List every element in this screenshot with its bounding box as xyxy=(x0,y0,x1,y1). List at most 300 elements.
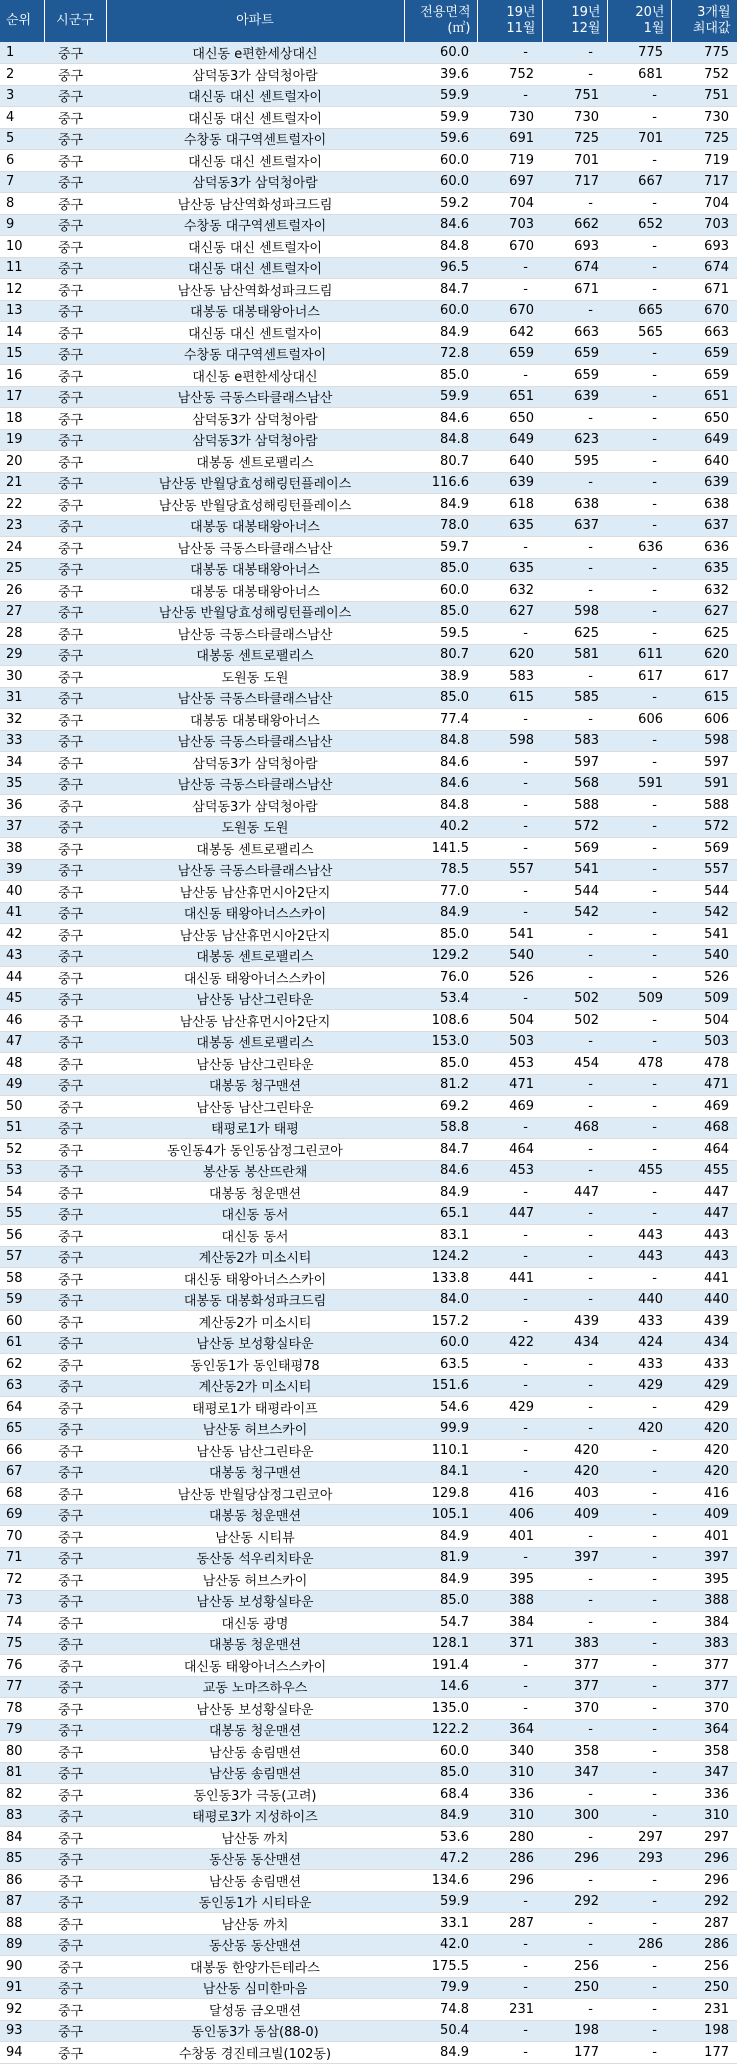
max-3month-cell: 286 xyxy=(671,1934,737,1956)
nov-2019-cell: 422 xyxy=(477,1332,542,1354)
area-cell: 78.0 xyxy=(404,515,477,537)
max-3month-cell: 468 xyxy=(671,1117,737,1139)
jan-2020-cell: - xyxy=(607,1074,671,1096)
area-cell: 78.5 xyxy=(404,859,477,881)
region-cell: 중구 xyxy=(44,1999,106,2021)
rank-cell: 63 xyxy=(0,1375,44,1397)
nov-2019-cell: 730 xyxy=(477,107,542,129)
region-cell: 중구 xyxy=(44,494,106,516)
nov-2019-cell: - xyxy=(477,1354,542,1376)
header-region xyxy=(44,0,106,42)
max-3month-cell: 730 xyxy=(671,107,737,129)
table-body xyxy=(0,42,737,2063)
apartment-cell: 대봉동 대봉화성파크드림 xyxy=(106,1289,404,1311)
apartment-cell: 남산동 극동스타클래스남산 xyxy=(106,859,404,881)
max-3month-cell: 640 xyxy=(671,451,737,473)
rank-cell: 36 xyxy=(0,795,44,817)
region-cell: 중구 xyxy=(44,1848,106,1870)
dec-2019-cell: 674 xyxy=(542,257,607,279)
dec-2019-cell: 638 xyxy=(542,494,607,516)
max-3month-cell: 526 xyxy=(671,967,737,989)
table-row xyxy=(0,1160,737,1182)
max-3month-cell: 443 xyxy=(671,1225,737,1247)
max-3month-cell: 441 xyxy=(671,1268,737,1290)
table-row xyxy=(0,644,737,666)
table-row xyxy=(0,1074,737,1096)
table-row xyxy=(0,1569,737,1591)
area-cell: 81.2 xyxy=(404,1074,477,1096)
area-cell: 84.8 xyxy=(404,795,477,817)
jan-2020-cell: - xyxy=(607,1612,671,1634)
apartment-cell: 교동 노마즈하우스 xyxy=(106,1676,404,1698)
max-3month-cell: 717 xyxy=(671,171,737,193)
apartment-cell: 남산동 송림맨션 xyxy=(106,1741,404,1763)
apartment-cell: 대신동 대신 센트럴자이 xyxy=(106,236,404,258)
apartment-cell: 달성동 금오맨션 xyxy=(106,1999,404,2021)
region-cell: 중구 xyxy=(44,1139,106,1161)
region-cell: 중구 xyxy=(44,644,106,666)
rank-cell: 41 xyxy=(0,902,44,924)
jan-2020-cell: - xyxy=(607,343,671,365)
area-cell: 50.4 xyxy=(404,2020,477,2042)
dec-2019-cell: 659 xyxy=(542,343,607,365)
nov-2019-cell: 639 xyxy=(477,472,542,494)
rank-cell: 52 xyxy=(0,1139,44,1161)
jan-2020-cell: - xyxy=(607,1762,671,1784)
jan-2020-cell: - xyxy=(607,924,671,946)
max-3month-cell: 637 xyxy=(671,515,737,537)
area-cell: 108.6 xyxy=(404,1010,477,1032)
jan-2020-cell: - xyxy=(607,451,671,473)
max-3month-cell: 659 xyxy=(671,343,737,365)
area-cell: 76.0 xyxy=(404,967,477,989)
nov-2019-cell: - xyxy=(477,1182,542,1204)
max-3month-cell: 617 xyxy=(671,666,737,688)
rank-cell: 84 xyxy=(0,1827,44,1849)
apartment-cell: 남산동 송림맨션 xyxy=(106,1762,404,1784)
max-3month-cell: 704 xyxy=(671,193,737,215)
table-row xyxy=(0,408,737,430)
max-3month-cell: 439 xyxy=(671,1311,737,1333)
region-cell: 중구 xyxy=(44,1010,106,1032)
region-cell: 중구 xyxy=(44,1891,106,1913)
rank-cell: 69 xyxy=(0,1504,44,1526)
rank-cell: 5 xyxy=(0,128,44,150)
nov-2019-cell: 659 xyxy=(477,343,542,365)
area-cell: 122.2 xyxy=(404,1719,477,1741)
dec-2019-cell: 296 xyxy=(542,1848,607,1870)
table-row xyxy=(0,429,737,451)
apartment-cell: 대신동 대신 센트럴자이 xyxy=(106,107,404,129)
apartment-cell: 태평로3가 지성하이즈 xyxy=(106,1805,404,1827)
rank-cell: 51 xyxy=(0,1117,44,1139)
apartment-cell: 남산동 극동스타클래스남산 xyxy=(106,623,404,645)
table-row xyxy=(0,171,737,193)
apartment-cell: 대신동 대신 센트럴자이 xyxy=(106,257,404,279)
region-cell: 중구 xyxy=(44,924,106,946)
table-row xyxy=(0,85,737,107)
dec-2019-cell: 625 xyxy=(542,623,607,645)
rank-cell: 40 xyxy=(0,881,44,903)
region-cell: 중구 xyxy=(44,1676,106,1698)
area-cell: 59.9 xyxy=(404,107,477,129)
apartment-cell: 남산동 보성황실타운 xyxy=(106,1332,404,1354)
jan-2020-cell: - xyxy=(607,902,671,924)
apartment-cell: 남산동 남산역화성파크드림 xyxy=(106,193,404,215)
region-cell: 중구 xyxy=(44,687,106,709)
region-cell: 중구 xyxy=(44,128,106,150)
dec-2019-cell: 623 xyxy=(542,429,607,451)
max-3month-cell: 638 xyxy=(671,494,737,516)
nov-2019-cell: 287 xyxy=(477,1913,542,1935)
max-3month-cell: 416 xyxy=(671,1483,737,1505)
max-3month-cell: 177 xyxy=(671,2042,737,2064)
apartment-cell: 대봉동 센트로팰리스 xyxy=(106,1031,404,1053)
rank-cell: 42 xyxy=(0,924,44,946)
dec-2019-cell: 420 xyxy=(542,1440,607,1462)
nov-2019-cell: - xyxy=(477,988,542,1010)
table-row xyxy=(0,838,737,860)
rank-cell: 59 xyxy=(0,1289,44,1311)
header-rank-label: 순위 xyxy=(6,13,32,28)
area-cell: 84.8 xyxy=(404,236,477,258)
rank-cell: 25 xyxy=(0,558,44,580)
nov-2019-cell: - xyxy=(477,1246,542,1268)
dec-2019-cell: 663 xyxy=(542,322,607,344)
jan-2020-cell: - xyxy=(607,816,671,838)
apartment-cell: 동산동 동산맨션 xyxy=(106,1848,404,1870)
table-row xyxy=(0,107,737,129)
rank-cell: 83 xyxy=(0,1805,44,1827)
table-row xyxy=(0,924,737,946)
nov-2019-cell: - xyxy=(477,902,542,924)
rank-cell: 81 xyxy=(0,1762,44,1784)
area-cell: 84.9 xyxy=(404,1805,477,1827)
table-row xyxy=(0,1526,737,1548)
area-cell: 84.6 xyxy=(404,752,477,774)
max-3month-cell: 597 xyxy=(671,752,737,774)
max-3month-cell: 429 xyxy=(671,1375,737,1397)
table-row xyxy=(0,1870,737,1892)
dec-2019-cell: 250 xyxy=(542,1977,607,1999)
header-3month-max xyxy=(671,0,737,42)
dec-2019-cell: 541 xyxy=(542,859,607,881)
dec-2019-cell: 502 xyxy=(542,1010,607,1032)
rank-cell: 43 xyxy=(0,945,44,967)
nov-2019-cell: - xyxy=(477,257,542,279)
area-cell: 151.6 xyxy=(404,1375,477,1397)
max-3month-cell: 388 xyxy=(671,1590,737,1612)
rank-cell: 7 xyxy=(0,171,44,193)
max-3month-cell: 693 xyxy=(671,236,737,258)
region-cell: 중구 xyxy=(44,300,106,322)
max-3month-cell: 287 xyxy=(671,1913,737,1935)
apartment-cell: 수창동 경진테크빌(102동) xyxy=(106,2042,404,2064)
rank-cell: 27 xyxy=(0,601,44,623)
apartment-cell: 수창동 대구역센트럴자이 xyxy=(106,343,404,365)
nov-2019-cell: 703 xyxy=(477,214,542,236)
area-cell: 84.6 xyxy=(404,408,477,430)
table-row xyxy=(0,1096,737,1118)
region-cell: 중구 xyxy=(44,623,106,645)
dec-2019-cell: - xyxy=(542,1225,607,1247)
jan-2020-cell: - xyxy=(607,1268,671,1290)
table-row xyxy=(0,859,737,881)
apartment-cell: 대봉동 대봉태왕아너스 xyxy=(106,709,404,731)
apartment-cell: 남산동 시티뷰 xyxy=(106,1526,404,1548)
region-cell: 중구 xyxy=(44,1096,106,1118)
nov-2019-cell: 526 xyxy=(477,967,542,989)
dec-2019-cell: 662 xyxy=(542,214,607,236)
region-cell: 중구 xyxy=(44,1805,106,1827)
table-row xyxy=(0,881,737,903)
region-cell: 중구 xyxy=(44,193,106,215)
dec-2019-cell: - xyxy=(542,193,607,215)
max-3month-cell: 606 xyxy=(671,709,737,731)
area-cell: 99.9 xyxy=(404,1418,477,1440)
dec-2019-cell: 447 xyxy=(542,1182,607,1204)
apartment-cell: 대신동 태왕아너스스카이 xyxy=(106,1655,404,1677)
max-3month-cell: 347 xyxy=(671,1762,737,1784)
dec-2019-cell: 544 xyxy=(542,881,607,903)
apartment-cell: 대신동 e편한세상대신 xyxy=(106,365,404,387)
region-cell: 중구 xyxy=(44,838,106,860)
nov-2019-cell: 583 xyxy=(477,666,542,688)
max-3month-cell: 544 xyxy=(671,881,737,903)
max-3month-cell: 377 xyxy=(671,1655,737,1677)
apartment-cell: 계산동2가 미소시티 xyxy=(106,1246,404,1268)
area-cell: 80.7 xyxy=(404,644,477,666)
max-3month-cell: 364 xyxy=(671,1719,737,1741)
apartment-cell: 남산동 남산그린타운 xyxy=(106,1096,404,1118)
apartment-cell: 태평로1가 태평 xyxy=(106,1117,404,1139)
table-row xyxy=(0,1332,737,1354)
jan-2020-cell: - xyxy=(607,1504,671,1526)
rank-cell: 78 xyxy=(0,1698,44,1720)
dec-2019-cell: 177 xyxy=(542,2042,607,2064)
region-cell: 중구 xyxy=(44,451,106,473)
jan-2020-cell: - xyxy=(607,1031,671,1053)
nov-2019-cell: - xyxy=(477,2042,542,2064)
area-cell: 60.0 xyxy=(404,300,477,322)
region-cell: 중구 xyxy=(44,1655,106,1677)
table-row xyxy=(0,1139,737,1161)
jan-2020-cell: - xyxy=(607,1397,671,1419)
max-3month-cell: 598 xyxy=(671,730,737,752)
region-cell: 중구 xyxy=(44,1074,106,1096)
max-3month-cell: 591 xyxy=(671,773,737,795)
dec-2019-cell: 659 xyxy=(542,365,607,387)
nov-2019-cell: 719 xyxy=(477,150,542,172)
area-cell: 84.9 xyxy=(404,494,477,516)
jan-2020-cell: - xyxy=(607,558,671,580)
nov-2019-cell: - xyxy=(477,365,542,387)
dec-2019-cell: 701 xyxy=(542,150,607,172)
nov-2019-cell: 471 xyxy=(477,1074,542,1096)
jan-2020-cell: - xyxy=(607,1569,671,1591)
max-3month-cell: 433 xyxy=(671,1354,737,1376)
nov-2019-cell: - xyxy=(477,795,542,817)
max-3month-cell: 542 xyxy=(671,902,737,924)
jan-2020-cell: - xyxy=(607,429,671,451)
header-2019-dec-label: 19년 12월 xyxy=(571,5,601,36)
table-row xyxy=(0,300,737,322)
area-cell: 84.9 xyxy=(404,1569,477,1591)
area-cell: 60.0 xyxy=(404,580,477,602)
jan-2020-cell: - xyxy=(607,236,671,258)
header-2019-nov-label: 19년 11월 xyxy=(506,5,536,36)
nov-2019-cell: 642 xyxy=(477,322,542,344)
max-3month-cell: 504 xyxy=(671,1010,737,1032)
rank-cell: 57 xyxy=(0,1246,44,1268)
nov-2019-cell: 632 xyxy=(477,580,542,602)
rank-cell: 73 xyxy=(0,1590,44,1612)
rank-cell: 28 xyxy=(0,623,44,645)
max-3month-cell: 751 xyxy=(671,85,737,107)
area-cell: 84.9 xyxy=(404,1182,477,1204)
dec-2019-cell: - xyxy=(542,1999,607,2021)
max-3month-cell: 429 xyxy=(671,1397,737,1419)
table-row xyxy=(0,1612,737,1634)
table-row xyxy=(0,1268,737,1290)
dec-2019-cell: - xyxy=(542,1827,607,1849)
region-cell: 중구 xyxy=(44,236,106,258)
jan-2020-cell: - xyxy=(607,795,671,817)
jan-2020-cell: - xyxy=(607,1096,671,1118)
rank-cell: 33 xyxy=(0,730,44,752)
dec-2019-cell: - xyxy=(542,408,607,430)
apartment-cell: 남산동 허브스카이 xyxy=(106,1569,404,1591)
region-cell: 중구 xyxy=(44,558,106,580)
dec-2019-cell: 434 xyxy=(542,1332,607,1354)
rank-cell: 13 xyxy=(0,300,44,322)
table-row xyxy=(0,1805,737,1827)
table-row xyxy=(0,214,737,236)
jan-2020-cell: - xyxy=(607,1461,671,1483)
dec-2019-cell: - xyxy=(542,1934,607,1956)
jan-2020-cell: - xyxy=(607,1999,671,2021)
max-3month-cell: 671 xyxy=(671,279,737,301)
region-cell: 중구 xyxy=(44,773,106,795)
region-cell: 중구 xyxy=(44,709,106,731)
max-3month-cell: 632 xyxy=(671,580,737,602)
area-cell: 133.8 xyxy=(404,1268,477,1290)
nov-2019-cell: - xyxy=(477,1418,542,1440)
nov-2019-cell: - xyxy=(477,1977,542,1999)
max-3month-cell: 256 xyxy=(671,1956,737,1978)
area-cell: 14.6 xyxy=(404,1676,477,1698)
dec-2019-cell: - xyxy=(542,1074,607,1096)
nov-2019-cell: 371 xyxy=(477,1633,542,1655)
apartment-cell: 도원동 도원 xyxy=(106,666,404,688)
jan-2020-cell: 617 xyxy=(607,666,671,688)
jan-2020-cell: - xyxy=(607,408,671,430)
table-row xyxy=(0,1418,737,1440)
nov-2019-cell: 364 xyxy=(477,1719,542,1741)
dec-2019-cell: - xyxy=(542,1784,607,1806)
jan-2020-cell: - xyxy=(607,1784,671,1806)
table-row xyxy=(0,386,737,408)
apartment-cell: 대봉동 청구맨션 xyxy=(106,1074,404,1096)
table-row xyxy=(0,1354,737,1376)
jan-2020-cell: - xyxy=(607,881,671,903)
table-row xyxy=(0,1053,737,1075)
jan-2020-cell: 420 xyxy=(607,1418,671,1440)
rank-cell: 50 xyxy=(0,1096,44,1118)
region-cell: 중구 xyxy=(44,1182,106,1204)
nov-2019-cell: 557 xyxy=(477,859,542,881)
dec-2019-cell: 583 xyxy=(542,730,607,752)
region-cell: 중구 xyxy=(44,386,106,408)
area-cell: 84.8 xyxy=(404,730,477,752)
nov-2019-cell: - xyxy=(477,773,542,795)
table-row xyxy=(0,2042,737,2064)
area-cell: 84.7 xyxy=(404,279,477,301)
area-cell: 129.8 xyxy=(404,1483,477,1505)
area-cell: 40.2 xyxy=(404,816,477,838)
area-cell: 84.6 xyxy=(404,1160,477,1182)
max-3month-cell: 719 xyxy=(671,150,737,172)
rank-cell: 38 xyxy=(0,838,44,860)
area-cell: 59.9 xyxy=(404,1891,477,1913)
max-3month-cell: 752 xyxy=(671,64,737,86)
table-row xyxy=(0,343,737,365)
rank-cell: 72 xyxy=(0,1569,44,1591)
area-cell: 85.0 xyxy=(404,924,477,946)
apartment-cell: 대신동 태왕아너스스카이 xyxy=(106,1268,404,1290)
apartment-cell: 대봉동 대봉태왕아너스 xyxy=(106,300,404,322)
area-cell: 77.0 xyxy=(404,881,477,903)
region-cell: 중구 xyxy=(44,1977,106,1999)
apartment-cell: 삼덕동3가 삼덕청아람 xyxy=(106,795,404,817)
dec-2019-cell: - xyxy=(542,1397,607,1419)
nov-2019-cell: 635 xyxy=(477,515,542,537)
apartment-cell: 남산동 송림맨션 xyxy=(106,1870,404,1892)
jan-2020-cell: 667 xyxy=(607,171,671,193)
area-cell: 85.0 xyxy=(404,1590,477,1612)
area-cell: 53.6 xyxy=(404,1827,477,1849)
header-2020-jan-label: 20년 1월 xyxy=(635,5,665,36)
max-3month-cell: 420 xyxy=(671,1461,737,1483)
area-cell: 84.6 xyxy=(404,773,477,795)
dec-2019-cell: - xyxy=(542,1139,607,1161)
max-3month-cell: 572 xyxy=(671,816,737,838)
header-rank xyxy=(0,0,44,42)
max-3month-cell: 775 xyxy=(671,42,737,64)
area-cell: 72.8 xyxy=(404,343,477,365)
table-row xyxy=(0,1440,737,1462)
jan-2020-cell: - xyxy=(607,1913,671,1935)
apartment-cell: 대봉동 청구맨션 xyxy=(106,1461,404,1483)
max-3month-cell: 292 xyxy=(671,1891,737,1913)
max-3month-cell: 649 xyxy=(671,429,737,451)
area-cell: 59.9 xyxy=(404,386,477,408)
rank-cell: 74 xyxy=(0,1612,44,1634)
nov-2019-cell: 650 xyxy=(477,408,542,430)
max-3month-cell: 397 xyxy=(671,1547,737,1569)
apartment-cell: 대봉동 센트로팰리스 xyxy=(106,644,404,666)
area-cell: 59.7 xyxy=(404,537,477,559)
nov-2019-cell: 640 xyxy=(477,451,542,473)
apartment-cell: 태평로1가 태평라이프 xyxy=(106,1397,404,1419)
dec-2019-cell: 581 xyxy=(542,644,607,666)
region-cell: 중구 xyxy=(44,1504,106,1526)
rank-cell: 79 xyxy=(0,1719,44,1741)
area-cell: 60.0 xyxy=(404,1741,477,1763)
rank-cell: 90 xyxy=(0,1956,44,1978)
table-row xyxy=(0,1762,737,1784)
region-cell: 중구 xyxy=(44,1547,106,1569)
